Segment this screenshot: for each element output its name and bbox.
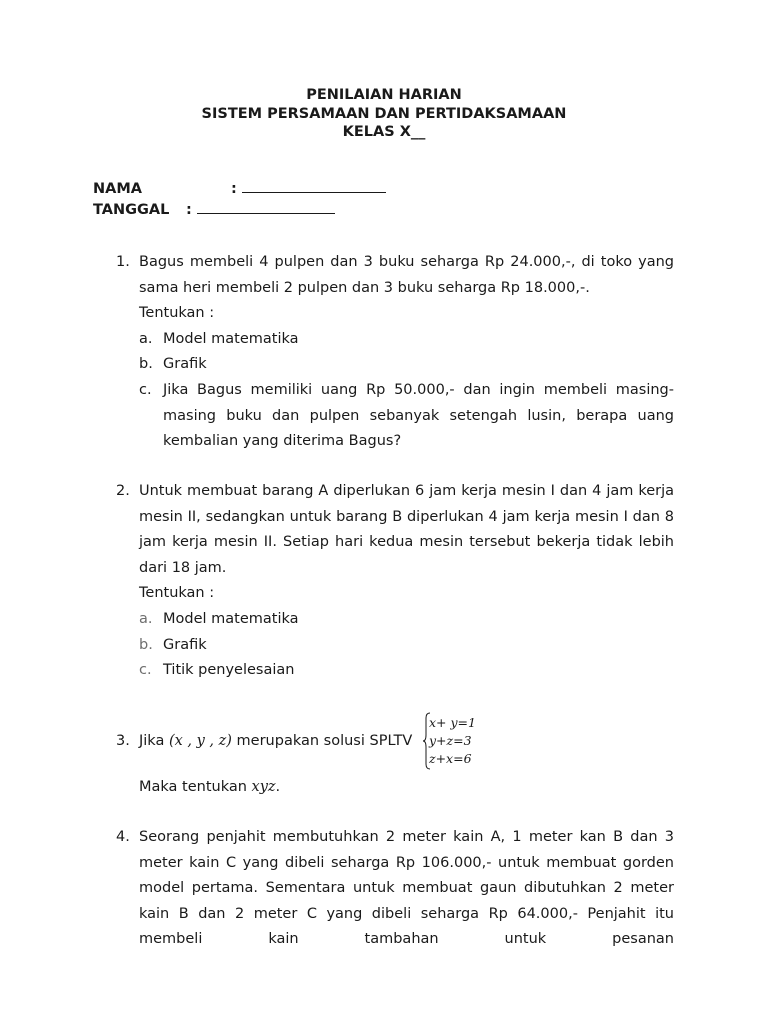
followup-variable: xyz bbox=[251, 778, 276, 795]
option-b bbox=[139, 633, 674, 659]
name-row bbox=[93, 179, 386, 197]
date-row bbox=[93, 200, 335, 218]
option-text: Jika Bagus memiliki uang Rp 50.000,- dan ingin membeli masing-masing buku dan pulpen sebanyak setengah lusin, berapa uang kembalian yang diterima Bagus? bbox=[163, 381, 674, 450]
option-c bbox=[139, 658, 674, 684]
option-label: b. bbox=[139, 356, 153, 373]
option-c bbox=[139, 378, 674, 455]
question-1 bbox=[116, 250, 674, 455]
followup-text: Maka tentukan bbox=[139, 778, 247, 795]
equation-3: z+x=6 bbox=[429, 751, 472, 766]
question-text-after: merupakan solusi SPLTV bbox=[236, 733, 413, 749]
question-number: 2. bbox=[116, 483, 130, 499]
date-label: TANGGAL bbox=[93, 202, 170, 218]
question-text: Seorang penjahit membutuhkan 2 meter kain A, 1 meter kan B dan 3 meter kain C yang dibeli seharga Rp 106.000,- untuk membuat gorden model pertama. Sementara untuk membuat gaun dibutuhkan 2 meter kain B dan 2 meter C yang dibeli seharga Rp 64.000,- Penjahit itu membeli kain tambahan untuk pesanan bbox=[139, 829, 674, 948]
question-number: 4. bbox=[116, 829, 130, 845]
question-number: 3. bbox=[116, 733, 130, 749]
name-colon: : bbox=[231, 181, 237, 197]
question-4 bbox=[116, 825, 674, 953]
question-prompt: Tentukan : bbox=[139, 305, 215, 322]
equation-system bbox=[422, 712, 492, 770]
question-followup bbox=[139, 775, 674, 801]
option-label: a. bbox=[139, 610, 153, 627]
option-text: Model matematika bbox=[163, 610, 299, 627]
option-label: b. bbox=[139, 636, 153, 653]
question-number: 1. bbox=[116, 254, 130, 270]
equation-1: x+ y=1 bbox=[429, 715, 476, 730]
question-text: Untuk membuat barang A diperlukan 6 jam kerja mesin I dan 4 jam kerja mesin II, sedangkan untuk barang B diperlukan 4 jam kerja mesin I dan 8 jam kerja mesin II. Setiap hari kedua mesin tersebut bekerja tidak lebih dari 18 jam. bbox=[139, 483, 674, 576]
option-a bbox=[139, 607, 674, 633]
question-prompt: Tentukan : bbox=[139, 585, 215, 602]
question-3 bbox=[116, 729, 674, 800]
header-title: PENILAIAN HARIAN bbox=[306, 87, 462, 103]
option-text: Model matematika bbox=[163, 330, 299, 347]
option-label: c. bbox=[139, 381, 152, 398]
equation-2: y+z=3 bbox=[429, 733, 472, 748]
option-text: Grafik bbox=[163, 356, 207, 373]
solution-tuple: (x , y , z) bbox=[168, 733, 232, 749]
option-text: Grafik bbox=[163, 636, 207, 653]
option-label: c. bbox=[139, 662, 152, 679]
option-label: a. bbox=[139, 330, 153, 347]
question-text: Bagus membeli 4 pulpen dan 3 buku seharga Rp 24.000,-, di toko yang sama heri membeli 2 pulpen dan 3 buku seharga Rp 18.000,-. bbox=[139, 254, 674, 296]
option-a bbox=[139, 327, 674, 353]
header-class: KELAS X__ bbox=[342, 124, 426, 140]
date-blank-line bbox=[197, 200, 335, 214]
document-header bbox=[0, 86, 768, 142]
date-colon: : bbox=[186, 202, 192, 218]
name-label: NAMA bbox=[93, 181, 143, 197]
name-blank-line bbox=[242, 179, 386, 193]
option-text: Titik penyelesaian bbox=[163, 662, 295, 679]
question-text-before: Jika bbox=[139, 733, 165, 749]
followup-period: . bbox=[275, 778, 281, 795]
question-text bbox=[139, 729, 674, 755]
question-2 bbox=[116, 479, 674, 684]
header-subject: SISTEM PERSAMAAN DAN PERTIDAKSAMAAN bbox=[201, 105, 567, 122]
option-b bbox=[139, 352, 674, 378]
